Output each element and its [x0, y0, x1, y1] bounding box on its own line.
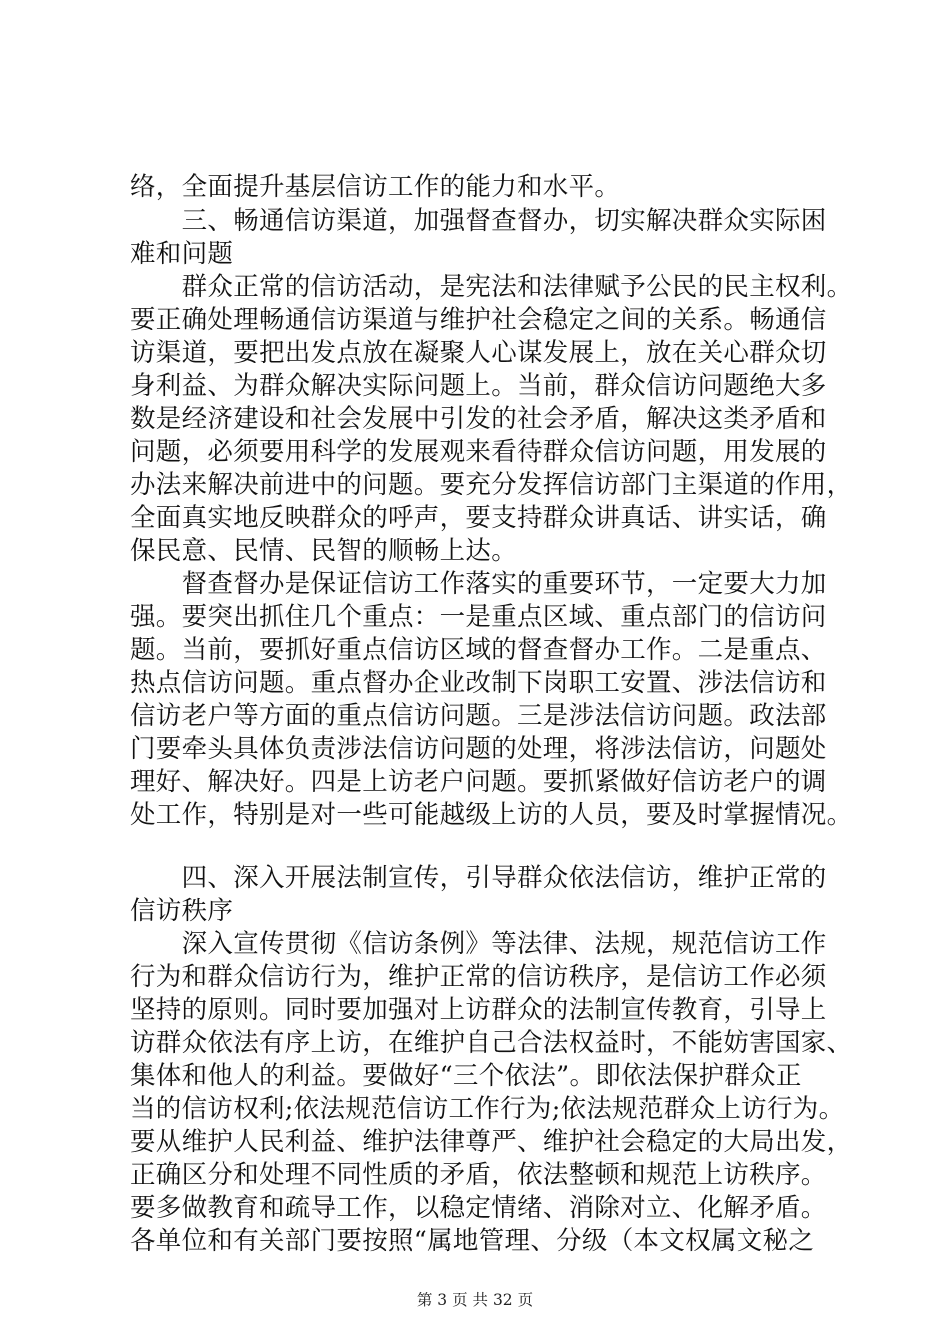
text-line: 保民意、民情、民智的顺畅上达。 [130, 536, 518, 566]
text-line: 要正确处理畅通信访渠道与维护社会稳定之间的关系。畅通信 [130, 305, 827, 335]
text-line: 处工作，特别是对一些可能越级上访的人员，要及时掌握情况。 [130, 800, 853, 830]
text-line: 热点信访问题。重点督办企业改制下岗职工安置、涉法信访和 [130, 668, 827, 698]
text-line: 访渠道，要把出发点放在凝聚人心谋发展上，放在关心群众切 [130, 338, 827, 368]
text-line: 群众正常的信访活动，是宪法和法律赋予公民的民主权利。 [130, 272, 853, 302]
section-heading-4-cont: 信访秩序 [130, 896, 234, 926]
text-line: 行为和群众信访行为，维护正常的信访秩序，是信访工作必须 [130, 962, 827, 992]
text-line: 集体和他人的利益。要做好“三个依法”。即依法保护群众正 [130, 1061, 802, 1091]
section-heading-3-cont: 难和问题 [130, 239, 234, 269]
text-line: 办法来解决前进中的问题。要充分发挥信访部门主渠道的作用， [130, 470, 853, 500]
section-heading-4: 四、深入开展法制宣传，引导群众依法信访，维护正常的 [130, 863, 827, 893]
text-line: 当的信访权利;依法规范信访工作行为;依法规范群众上访行为。 [130, 1094, 845, 1124]
page-number-footer: 第 3 页 共 32 页 [416, 1291, 534, 1309]
text-line: 要从维护人民利益、维护法律尊严、维护社会稳定的大局出发， [130, 1127, 853, 1157]
text-line: 深入宣传贯彻《信访条例》等法律、法规，规范信访工作 [130, 929, 827, 959]
text-line: 身利益、为群众解决实际问题上。当前，群众信访问题绝大多 [130, 371, 827, 401]
text-line: 访群众依法有序上访，在维护自己合法权益时，不能妨害国家、 [130, 1028, 853, 1058]
text-line: 问题，必须要用科学的发展观来看待群众信访问题，用发展的 [130, 437, 827, 467]
text-line: 门要牵头具体负责涉法信访问题的处理，将涉法信访，问题处 [130, 734, 827, 764]
text-line: 要多做教育和疏导工作，以稳定情绪、消除对立、化解矛盾。 [130, 1193, 827, 1223]
text-line: 各单位和有关部门要按照“属地管理、分级（本文权属文秘之 [130, 1226, 815, 1256]
text-line: 坚持的原则。同时要加强对上访群众的法制宣传教育，引导上 [130, 995, 827, 1025]
text-line: 数是经济建设和社会发展中引发的社会矛盾，解决这类矛盾和 [130, 404, 827, 434]
text-line: 信访老户等方面的重点信访问题。三是涉法信访问题。政法部 [130, 701, 827, 731]
text-line: 正确区分和处理不同性质的矛盾，依法整顿和规范上访秩序。 [130, 1160, 827, 1190]
text-line: 强。要突出抓住几个重点：一是重点区域、重点部门的信访问 [130, 602, 827, 632]
text-line: 督查督办是保证信访工作落实的重要环节，一定要大力加 [130, 569, 827, 599]
text-line: 题。当前，要抓好重点信访区域的督查督办工作。二是重点、 [130, 635, 827, 665]
text-line: 络，全面提升基层信访工作的能力和水平。 [130, 172, 621, 202]
section-heading-3: 三、畅通信访渠道，加强督查督办，切实解决群众实际困 [130, 206, 827, 236]
text-line: 全面真实地反映群众的呼声，要支持群众讲真话、讲实话，确 [130, 503, 827, 533]
text-line: 理好、解决好。四是上访老户问题。要抓紧做好信访老户的调 [130, 767, 827, 797]
